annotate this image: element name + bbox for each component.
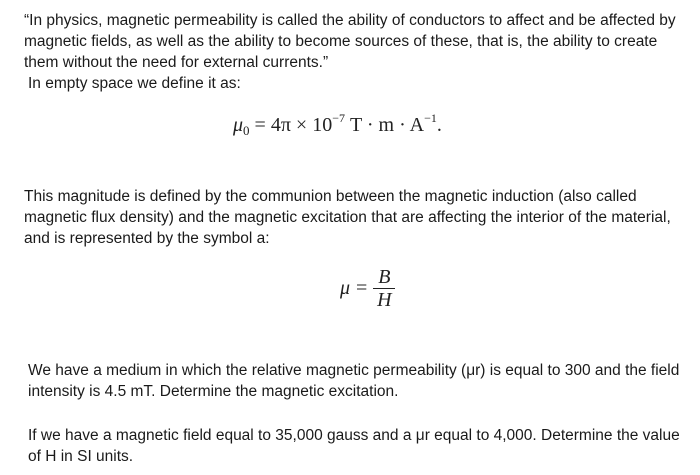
question-1: We have a medium in which the relative magnetic permeability (μr) is equal to 300 and the field intensity is 4.5 mT. Determine the magnetic excitation. [28,362,680,400]
equals-sign: = [356,277,368,299]
definition-paragraph: This magnitude is defined by the communion between the magnetic induction (also called magnetic flux density) and the magnetic excitation that are affecting the interior of the material, and is represented by the symbol a: [24,188,671,247]
units: T · m · A [350,114,425,136]
mu-subscript: 0 [243,123,250,138]
exponent: −7 [332,111,345,125]
equals-sign: = [254,114,266,136]
permeability-ratio-equation [340,266,395,311]
denominator: H [377,289,392,311]
coefficient: 4π × 10 [270,114,333,136]
numerator: B [378,266,391,288]
permeability-constant-equation [233,108,442,141]
question-2: If we have a magnetic field equal to 35,000 gauss and a μr equal to 4,000. Determine the value of H in SI units. [28,427,680,465]
mu-symbol: μ [340,277,351,299]
mu-symbol: μ [233,114,244,136]
fraction [373,266,395,311]
units-exponent: −1 [424,111,437,125]
period: . [436,114,442,136]
quote-paragraph: “In physics, magnetic permeability is called the ability of conductors to affect and be affected by magnetic fields, as well as the ability to become sources of these, that is, the ability to create them without the need for external currents.” [24,12,676,71]
empty-space-line: In empty space we define it as: [28,75,241,92]
